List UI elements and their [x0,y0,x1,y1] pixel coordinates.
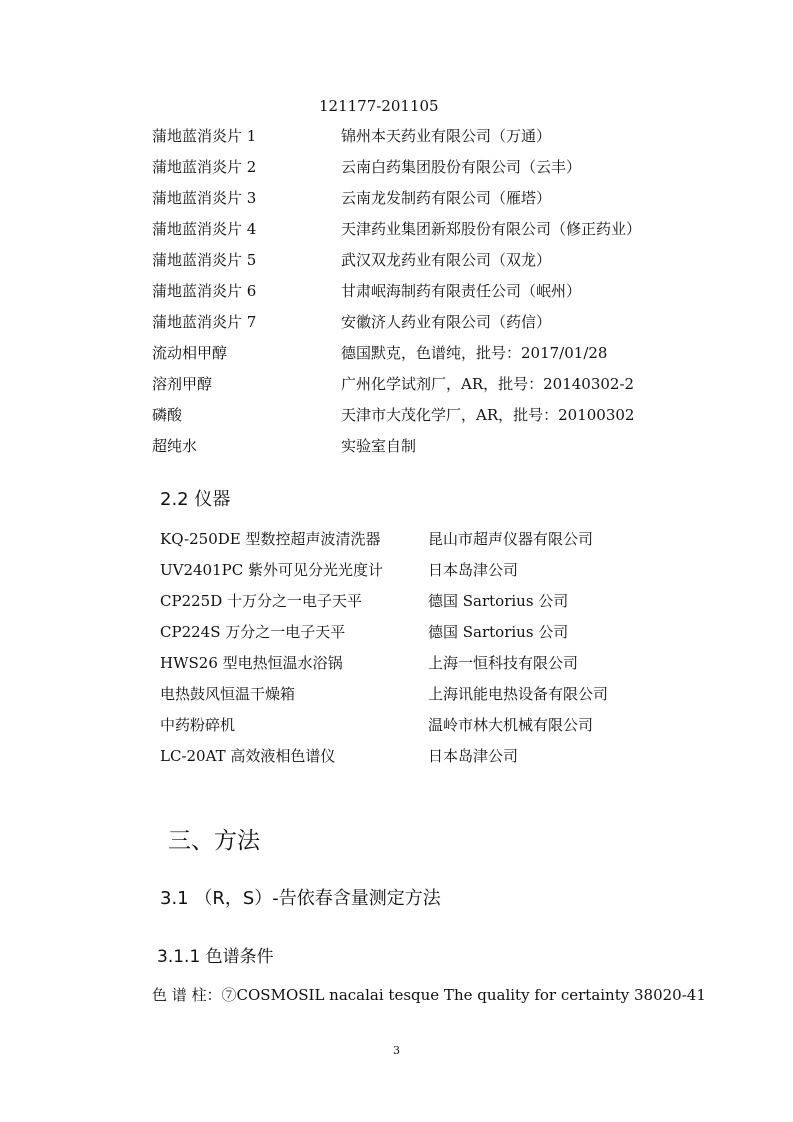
section-heading-methods: 三、方法 [168,828,260,854]
reagent-name: 蒲地蓝消炎片 3 [152,189,257,207]
instrument-maker: 上海讯能电热设备有限公司 [428,685,609,703]
reagent-source: 甘肃岷海制药有限责任公司（岷州） [341,282,582,300]
reagent-name: 流动相甲醇 [152,344,228,362]
reagent-source: 广州化学试剂厂，AR，批号：20140302-2 [341,375,635,393]
column-spec-line: 色 谱 柱：⑦COSMOSIL nacalai tesque The quality for certainty 38020-41 [152,986,706,1004]
reagent-name: 蒲地蓝消炎片 6 [152,282,257,300]
instrument-name: UV2401PC 紫外可见分光光度计 [160,561,383,579]
reagent-name: 蒲地蓝消炎片 7 [152,313,257,331]
page-number: 3 [393,1044,400,1057]
reagent-source: 德国默克，色谱纯，批号：2017/01/28 [341,344,608,362]
instrument-maker: 德国 Sartorius 公司 [428,592,569,610]
instrument-maker: 昆山市超声仪器有限公司 [428,530,594,548]
reagent-name: 溶剂甲醇 [152,375,213,393]
reference-code: 121177-201105 [319,97,439,115]
reagent-source: 锦州本天药业有限公司（万通） [341,127,552,145]
reagent-source: 云南白药集团股份有限公司（云丰） [341,158,582,176]
instrument-maker: 温岭市林大机械有限公司 [428,716,594,734]
reagent-name: 超纯水 [152,437,198,455]
instrument-maker: 德国 Sartorius 公司 [428,623,569,641]
reagent-source: 实验室自制 [341,437,417,455]
instrument-name: CP224S 万分之一电子天平 [160,623,346,641]
reagent-source: 天津药业集团新郑股份有限公司（修正药业） [341,220,642,238]
reagent-name: 蒲地蓝消炎片 1 [152,127,257,145]
section-heading-instruments: 2.2 仪器 [160,489,231,510]
reagent-source: 安徽济人药业有限公司（药信） [341,313,552,331]
reagent-name: 蒲地蓝消炎片 4 [152,220,257,238]
instrument-name: 电热鼓风恒温干燥箱 [160,685,296,703]
reagent-name: 蒲地蓝消炎片 5 [152,251,257,269]
reagent-name: 蒲地蓝消炎片 2 [152,158,257,176]
instrument-maker: 日本岛津公司 [428,561,519,579]
subsection-heading-assay-method: 3.1 （R，S）-告依春含量测定方法 [160,888,441,909]
reagent-name: 磷酸 [152,406,183,424]
instrument-name: HWS26 型电热恒温水浴锅 [160,654,343,672]
instrument-name: 中药粉碎机 [160,716,236,734]
instrument-maker: 日本岛津公司 [428,747,519,765]
instrument-maker: 上海一恒科技有限公司 [428,654,579,672]
instrument-name: KQ-250DE 型数控超声波清洗器 [160,530,381,548]
reagent-source: 武汉双龙药业有限公司（双龙） [341,251,552,269]
reagent-source: 天津市大茂化学厂，AR，批号：20100302 [341,406,635,424]
instrument-name: CP225D 十万分之一电子天平 [160,592,362,610]
subsection-heading-chromatographic-conditions: 3.1.1 色谱条件 [157,947,274,967]
instrument-name: LC-20AT 高效液相色谱仪 [160,747,336,765]
reagent-source: 云南龙发制药有限公司（雁塔） [341,189,552,207]
